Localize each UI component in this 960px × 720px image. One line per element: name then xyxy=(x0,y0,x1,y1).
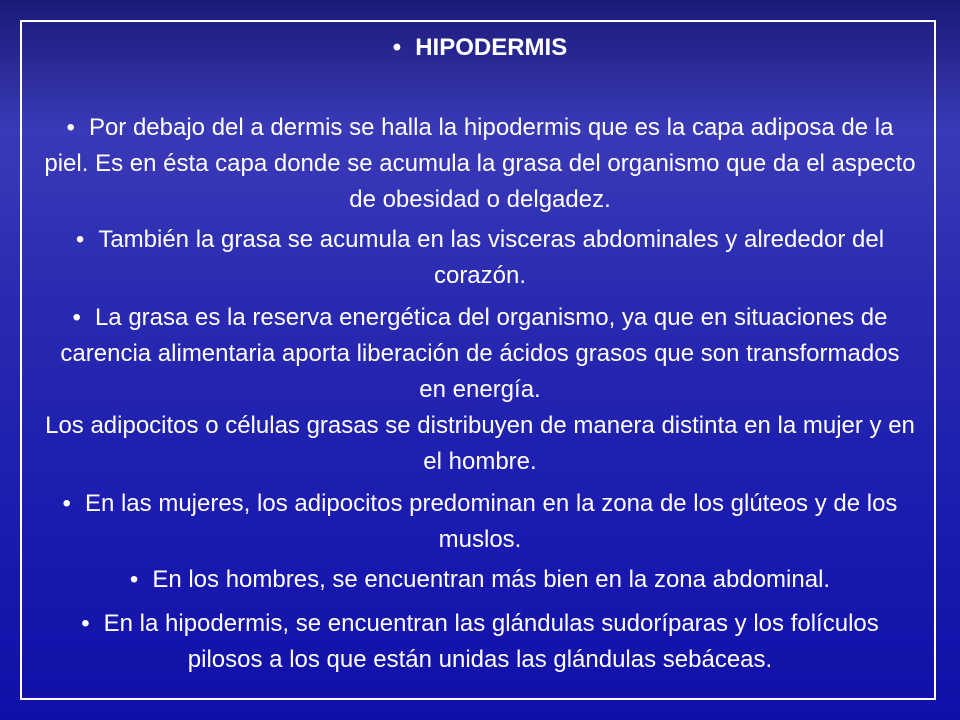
bullet-icon: • xyxy=(81,610,90,637)
slide-bullet-list xyxy=(44,30,916,678)
list-item-text: Por debajo del a dermis se halla la hipodermis que es la capa adiposa de la piel. Es en ésta capa donde se acumula la grasa del organismo que da el aspecto de obesidad o delgadez. xyxy=(44,114,916,213)
bullet-icon: • xyxy=(75,226,85,253)
bullet-icon: • xyxy=(392,34,402,61)
list-item-text: En las mujeres, los adipocitos predominan en la zona de los glúteos y de los muslos. xyxy=(84,490,898,553)
list-item-text: La grasa es la reserva energética del organismo, ya que en situaciones de carencia alimentaria aporta liberación de ácidos grasos que son transformados en energía. xyxy=(60,304,900,403)
bullet-icon: • xyxy=(72,304,81,331)
bullet-icon: • xyxy=(129,566,139,593)
list-item-text: En la hipodermis, se encuentran las glándulas sudoríparas y los folículos pilosos a los que están unidas las glándulas sebáceas. xyxy=(103,610,879,673)
list-item xyxy=(44,606,916,678)
bullet-icon: • xyxy=(62,490,71,517)
list-item xyxy=(44,300,916,480)
list-item xyxy=(44,562,916,598)
slide-title-text: HIPODERMIS xyxy=(415,34,568,61)
list-item-extra-text: Los adipocitos o células grasas se distribuyen de manera distinta en la mujer y en el hombre. xyxy=(45,412,915,475)
list-item xyxy=(44,110,916,218)
list-item xyxy=(44,486,916,558)
list-item-text: También la grasa se acumula en las visceras abdominales y alrededor del corazón. xyxy=(98,226,885,289)
list-item-text: En los hombres, se encuentran más bien en la zona abdominal. xyxy=(152,566,831,593)
list-item xyxy=(44,222,916,294)
bullet-icon: • xyxy=(66,114,75,141)
slide-title xyxy=(44,30,916,66)
